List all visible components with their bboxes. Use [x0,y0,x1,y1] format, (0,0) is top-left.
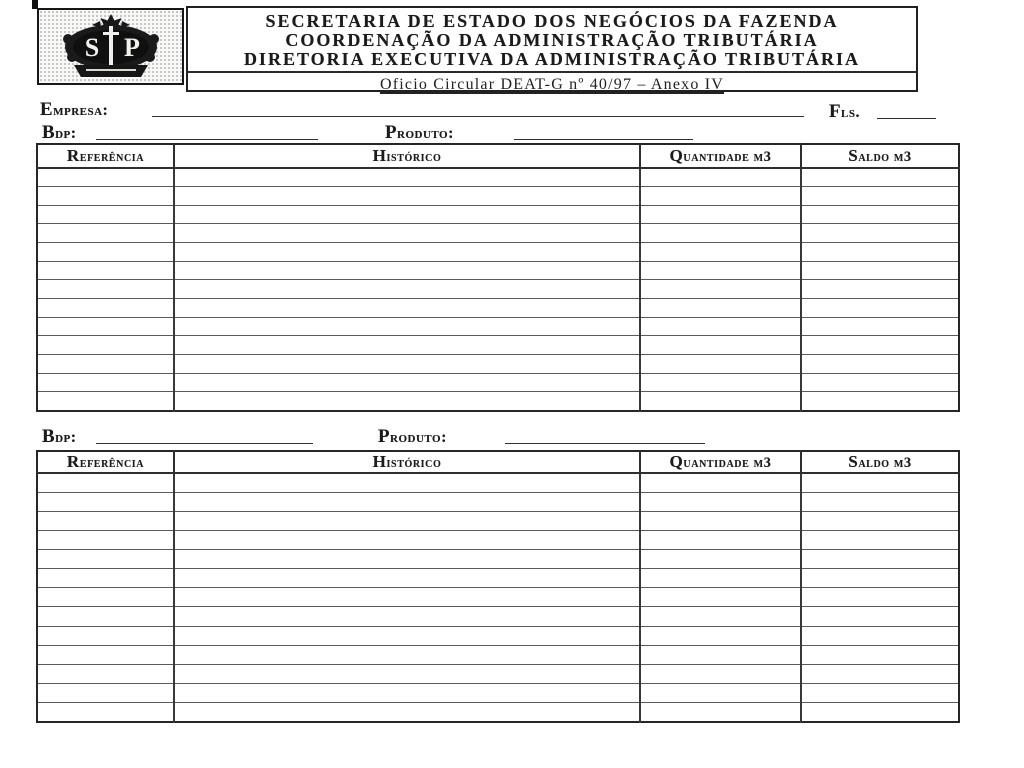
table-header-row [37,144,959,168]
empty-cell [801,317,959,336]
empty-cell [174,588,640,607]
empty-cell [37,168,174,187]
empty-cell [640,626,801,645]
org-line-1: SECRETARIA DE ESTADO DOS NEGÓCIOS DA FAZENDA [265,11,839,31]
empty-cell [37,511,174,530]
empty-cell [37,392,174,411]
empty-cell [174,280,640,299]
empty-cell [801,261,959,280]
empty-cell [174,187,640,206]
empty-table-row [37,187,959,206]
logo-letter-p: P [123,32,140,62]
empty-cell [640,703,801,722]
empty-table-row [37,530,959,549]
empty-table-row [37,588,959,607]
empty-cell [640,664,801,683]
empty-table-row [37,168,959,187]
empty-table-row [37,492,959,511]
empty-cell [37,626,174,645]
empty-cell [640,684,801,703]
fls-label: fls. [829,101,860,122]
empty-cell [801,607,959,626]
empty-cell [174,607,640,626]
empty-table-row [37,261,959,280]
sao-paulo-coat-of-arms-icon [48,13,174,81]
empty-cell [37,645,174,664]
empty-cell [801,511,959,530]
empty-table-row [37,373,959,392]
empty-cell [801,664,959,683]
empty-cell [801,392,959,411]
empty-cell [640,187,801,206]
empty-table-row [37,664,959,683]
empty-cell [174,684,640,703]
empty-cell [174,299,640,318]
empty-cell [37,299,174,318]
empty-cell [174,373,640,392]
empty-cell [174,224,640,243]
empty-cell [801,645,959,664]
org-line-3: DIRETORIA EXECUTIVA DA ADMINISTRAÇÃO TRIBUTÁRIA [243,49,861,69]
empty-cell [801,569,959,588]
empty-table-row [37,317,959,336]
empty-cell [174,626,640,645]
empty-cell [174,473,640,492]
bdp-label-2: Bdp: [42,426,77,447]
empty-cell [801,280,959,299]
bdp-label-1: Bdp: [42,122,77,143]
empty-cell [174,703,640,722]
empty-table-row [37,626,959,645]
empty-table-row [37,511,959,530]
empty-cell [640,569,801,588]
empty-cell [174,261,640,280]
empty-cell [37,530,174,549]
empty-cell [640,280,801,299]
empty-cell [37,355,174,374]
empty-cell [640,317,801,336]
empty-cell [37,664,174,683]
empty-cell [174,511,640,530]
empty-cell [640,392,801,411]
empty-cell [801,187,959,206]
empty-cell [174,664,640,683]
empty-cell [801,626,959,645]
col-header-quantidade-m3: quantidade m3 [640,144,801,168]
ledger-table-2 [36,450,960,723]
empty-cell [174,492,640,511]
document-reference [188,75,916,95]
empty-table-row [37,243,959,262]
empty-cell [174,205,640,224]
empty-table-row [37,355,959,374]
col-header-saldo-m3: saldo m3 [801,144,959,168]
empty-cell [801,492,959,511]
col-header-historico: histórico [174,451,640,473]
empty-cell [174,168,640,187]
empty-table-row [37,336,959,355]
empty-table-row [37,684,959,703]
col-header-referencia: Referência [37,451,174,473]
empty-cell [801,336,959,355]
empty-table-row [37,224,959,243]
empty-cell [801,703,959,722]
empty-cell [640,243,801,262]
header-divider [188,71,916,73]
table-header-row [37,451,959,473]
empty-cell [640,530,801,549]
empty-cell [801,373,959,392]
empty-cell [640,261,801,280]
empty-cell [174,550,640,569]
empty-cell [37,569,174,588]
empty-cell [174,530,640,549]
empty-cell [37,187,174,206]
empty-cell [640,511,801,530]
empty-table-row [37,280,959,299]
empty-cell [801,530,959,549]
produto-label-1: produto: [385,122,454,143]
empty-cell [174,355,640,374]
header-title-block [186,6,918,92]
empty-cell [37,317,174,336]
col-header-quantidade-m3: quantidade m3 [640,451,801,473]
empty-cell [37,280,174,299]
empty-table-row [37,550,959,569]
empty-table-row [37,607,959,626]
empty-cell [640,336,801,355]
empty-cell [801,550,959,569]
empty-table-row [37,205,959,224]
empty-cell [801,355,959,374]
empty-cell [801,588,959,607]
empty-cell [640,550,801,569]
empty-cell [37,261,174,280]
empty-cell [640,373,801,392]
col-header-referencia: Referência [37,144,174,168]
empty-cell [640,607,801,626]
empty-cell [37,473,174,492]
produto-label-2: produto: [378,426,447,447]
empty-cell [801,299,959,318]
empty-cell [801,168,959,187]
empty-cell [174,317,640,336]
ledger-table-1 [36,143,960,412]
empty-cell [37,703,174,722]
logo-letter-s: S [84,32,99,62]
empty-cell [640,224,801,243]
fls-fill-line [877,118,936,119]
empresa-fill-line [152,116,804,117]
empty-cell [640,588,801,607]
document-reference-text: Oficio Circular DEAT-G nº 40/97 – Anexo IV [379,76,725,93]
empty-cell [801,224,959,243]
empty-cell [37,684,174,703]
empty-cell [174,392,640,411]
empty-cell [37,492,174,511]
bdp-fill-line-1 [96,139,318,140]
empty-table-row [37,645,959,664]
empty-cell [174,336,640,355]
empty-cell [640,205,801,224]
logo-box [37,8,184,85]
col-header-historico: histórico [174,144,640,168]
empty-cell [37,205,174,224]
empty-cell [640,299,801,318]
empty-cell [37,373,174,392]
empty-cell [640,473,801,492]
empty-cell [174,645,640,664]
empty-cell [640,645,801,664]
empty-table-row [37,703,959,722]
empty-cell [174,569,640,588]
produto-fill-line-2 [505,443,705,444]
empty-cell [801,205,959,224]
empty-table-row [37,299,959,318]
bdp-fill-line-2 [96,443,313,444]
empty-cell [801,684,959,703]
empty-cell [640,168,801,187]
empty-cell [801,473,959,492]
org-line-2: COORDENAÇÃO DA ADMINISTRAÇÃO TRIBUTÁRIA [285,30,819,50]
empty-cell [37,336,174,355]
empty-cell [640,355,801,374]
empty-cell [37,588,174,607]
empty-cell [37,243,174,262]
empty-table-row [37,473,959,492]
empty-cell [174,243,640,262]
empresa-label: Empresa: [40,99,109,120]
empty-cell [640,492,801,511]
empty-cell [37,224,174,243]
produto-fill-line-1 [514,139,693,140]
empty-cell [37,607,174,626]
empty-table-row [37,569,959,588]
col-header-saldo-m3: saldo m3 [801,451,959,473]
empty-cell [37,550,174,569]
empty-table-row [37,392,959,411]
empty-cell [801,243,959,262]
